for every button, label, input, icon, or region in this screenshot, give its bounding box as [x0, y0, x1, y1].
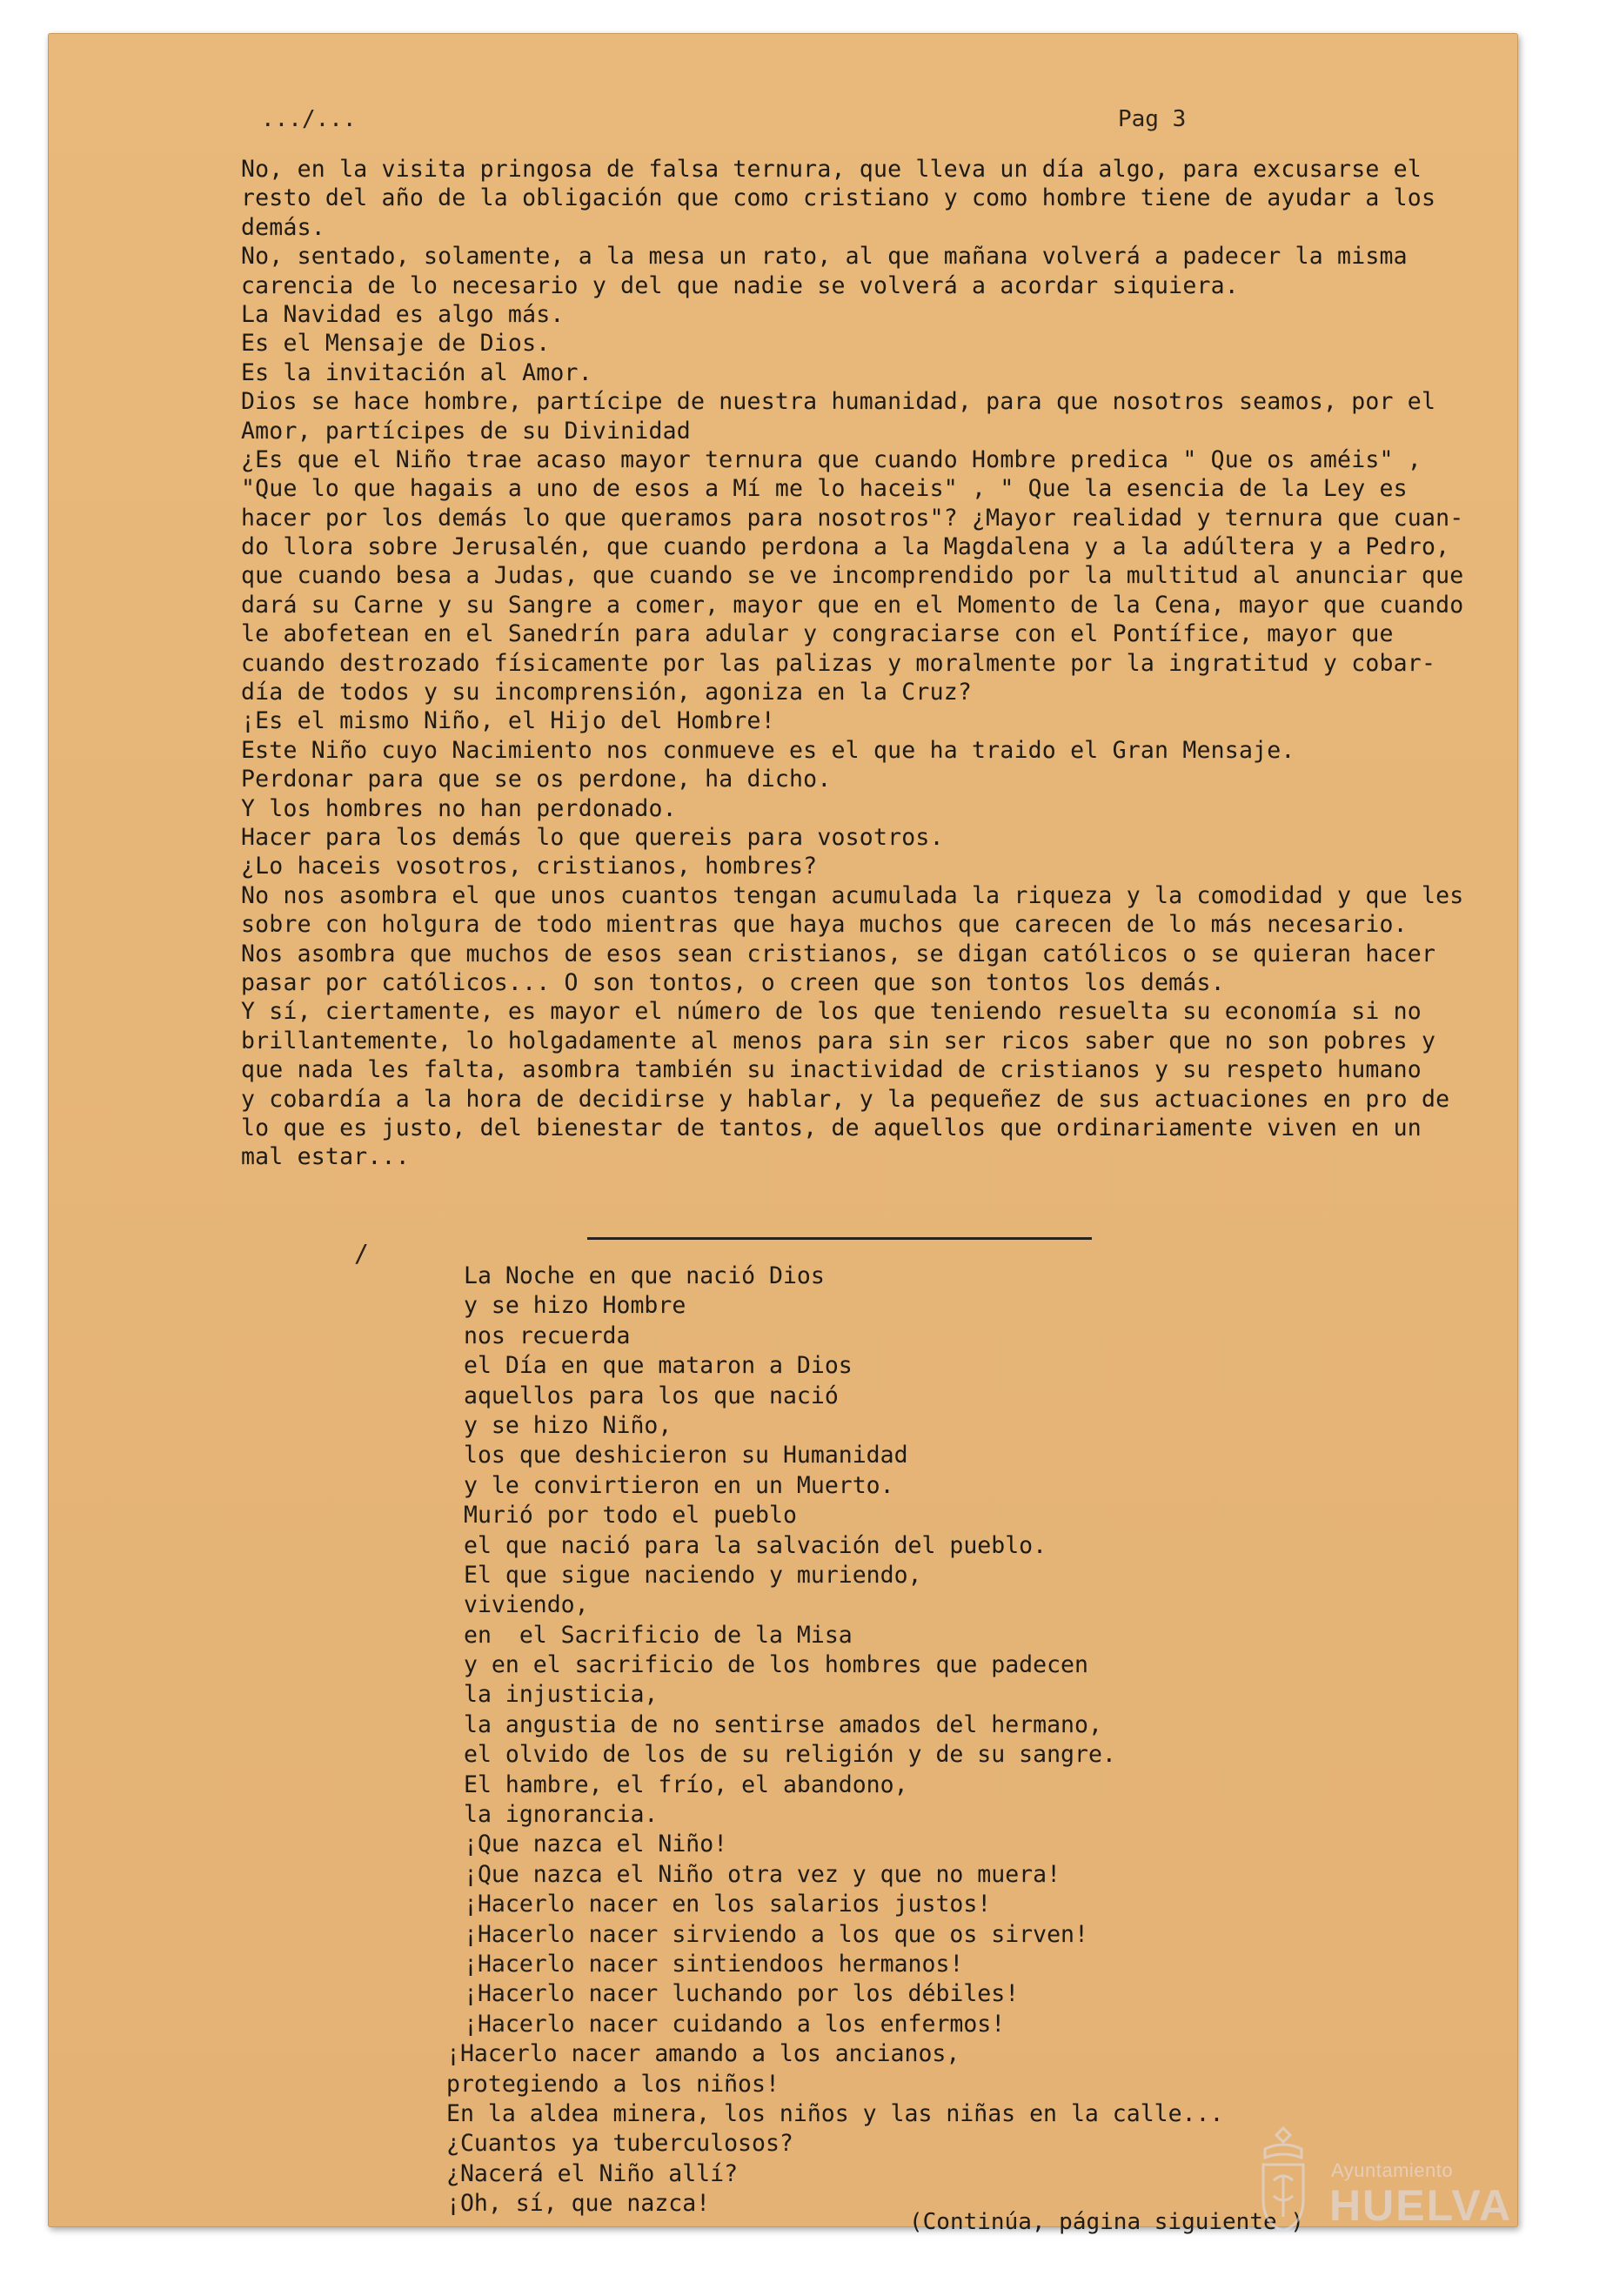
logo-city-text: HUELVA: [1329, 2181, 1513, 2230]
poem-line: y en el sacrificio de los hombres que padecen: [464, 1651, 1088, 1679]
poem-line: ¡Hacerlo nacer amando a los ancianos,: [446, 2040, 960, 2068]
prose-line: carencia de lo necesario y del que nadie se volverá a acordar siquiera.: [241, 271, 1239, 299]
prose-line: y cobardía a la hora de decidirse y hablar, y la pequeñez de sus actuaciones en pro de: [241, 1085, 1450, 1113]
continuation-mark: .../...: [261, 106, 357, 132]
section-divider: [587, 1237, 1092, 1240]
prose-line: No, sentado, solamente, a la mesa un rato, al que mañana volverá a padecer la misma: [241, 243, 1408, 271]
poem-line: ¿Nacerá el Niño allí?: [446, 2159, 739, 2187]
prose-line: sobre con holgura de todo mientras que haya muchos que carecen de lo más necesario.: [241, 911, 1408, 939]
poem-line: en el Sacrificio de la Misa: [464, 1621, 853, 1649]
prose-line: ¿Lo haceis vosotros, cristianos, hombres?: [241, 853, 818, 880]
poem-line: el Día en que mataron a Dios: [464, 1352, 853, 1380]
prose-line: Y sí, ciertamente, es mayor el número de los que teniendo resuelta su economía si no: [241, 998, 1422, 1026]
prose-line: Nos asombra que muchos de esos sean cristianos, se digan católicos o se quieran hacer: [241, 940, 1436, 967]
poem-line: la angustia de no sentirse amados del hermano,: [464, 1710, 1102, 1738]
prose-line: La Navidad es algo más.: [241, 300, 565, 328]
prose-line: cuando destrozado físicamente por las palizas y moralmente por la ingratitud y cobar-: [241, 649, 1436, 677]
poem-line: El hambre, el frío, el abandono,: [464, 1771, 908, 1798]
prose-line: Es el Mensaje de Dios.: [241, 330, 551, 358]
poem-line: ¡Hacerlo nacer sintiendoos hermanos!: [464, 1950, 964, 1978]
poem-line: ¡Que nazca el Niño!: [464, 1831, 728, 1858]
prose-line: le abofetean en el Sanedrín para adular y congraciarse con el Pontífice, mayor que: [241, 620, 1394, 648]
prose-line: lo que es justo, del bienestar de tantos, de aquellos que ordinariamente viven en un: [241, 1114, 1422, 1141]
coat-of-arms-icon: [1253, 2123, 1314, 2236]
prose-line: Perdonar para que se os perdone, ha dicho.: [241, 766, 832, 793]
stray-mark: /: [354, 1239, 369, 1268]
prose-line: que nada les falta, asombra también su inactividad de cristianos y su respeto humano: [241, 1056, 1422, 1084]
poem-line: y se hizo Niño,: [464, 1411, 673, 1439]
prose-line: ¡Es el mismo Niño, el Hijo del Hombre!: [241, 707, 775, 735]
ayuntamiento-huelva-logo: [1253, 2123, 1514, 2262]
page-header: [48, 106, 1518, 141]
poem-line: ¡Hacerlo nacer sirviendo a los que os sirven!: [464, 1920, 1088, 1948]
poem-line: y le convirtieron en un Muerto.: [464, 1471, 894, 1499]
poem-line: los que deshicieron su Humanidad: [464, 1442, 908, 1469]
prose-line: brillantemente, lo holgadamente al menos para sin ser ricos saber que no son pobres y: [241, 1027, 1436, 1054]
logo-org-text: Ayuntamiento: [1331, 2159, 1454, 2181]
poem-line: ¡Hacerlo nacer cuidando a los enfermos!: [464, 2010, 1006, 2038]
prose-line: Hacer para los demás lo que quereis para vosotros.: [241, 823, 944, 851]
prose-line: Este Niño cuyo Nacimiento nos conmueve es el que ha traido el Gran Mensaje.: [241, 736, 1295, 764]
poem-line: el olvido de los de su religión y de su sangre.: [464, 1741, 1116, 1769]
continuation-note: (Continúa, página siguiente ): [909, 2209, 1304, 2235]
poem-line: la injusticia,: [464, 1681, 659, 1709]
prose-line: hacer por los demás lo que queramos para nosotros"? ¿Mayor realidad y ternura que cuan-: [241, 504, 1464, 532]
prose-line: No nos asombra el que unos cuantos tengan acumulada la riqueza y la comodidad y que les: [241, 881, 1464, 909]
prose-line: do llora sobre Jerusalén, que cuando perdona a la Magdalena y a la adúltera y a Pedro,: [241, 533, 1450, 561]
poem-line: ¿Cuantos ya tuberculosos?: [446, 2130, 793, 2158]
prose-line: Y los hombres no han perdonado.: [241, 794, 677, 822]
poem-line: En la aldea minera, los niños y las niñas en la calle...: [446, 2099, 1224, 2127]
poem-body: [446, 1262, 1508, 2219]
poem-line: el que nació para la salvación del pueblo.: [464, 1531, 1047, 1559]
prose-line: que cuando besa a Judas, que cuando se ve incomprendido por la multitud al anunciar que: [241, 562, 1464, 590]
poem-line: ¡Hacerlo nacer en los salarios justos!: [464, 1891, 992, 1918]
poem-line: y se hizo Hombre: [464, 1292, 686, 1320]
prose-line: "Que lo que hagais a uno de esos a Mí me lo haceis" , " Que la esencia de la Ley es: [241, 475, 1408, 503]
prose-line: Es la invitación al Amor.: [241, 358, 592, 386]
poem-line: la ignorancia.: [464, 1801, 659, 1829]
prose-line: Dios se hace hombre, partícipe de nuestra humanidad, para que nosotros seamos, por el: [241, 388, 1436, 416]
typewritten-page: [48, 33, 1518, 2235]
prose-line: ¿Es que el Niño trae acaso mayor ternura que cuando Hombre predica " Que os améis" ,: [241, 445, 1422, 473]
prose-line: Amor, partícipes de su Divinidad: [241, 417, 691, 445]
poem-line: viviendo,: [464, 1591, 589, 1619]
prose-line: pasar por católicos... O son tontos, o creen que son tontos los demás.: [241, 968, 1225, 996]
poem-line: Murió por todo el pueblo: [464, 1502, 797, 1530]
poem-line: aquellos para los que nació: [464, 1382, 839, 1409]
poem-line: ¡Oh, sí, que nazca!: [446, 2190, 711, 2218]
prose-line: mal estar...: [241, 1143, 410, 1171]
poem-line: ¡Que nazca el Niño otra vez y que no muera!: [464, 1860, 1061, 1888]
poem-line: nos recuerda: [464, 1322, 631, 1349]
poem-line: protegiendo a los niños!: [446, 2070, 780, 2098]
prose-line: dará su Carne y su Sangre a comer, mayor que en el Momento de la Cena, mayor que cuando: [241, 591, 1464, 619]
prose-line: resto del año de la obligación que como cristiano y como hombre tiene de ayudar a los: [241, 184, 1436, 212]
poem-line: El que sigue naciendo y muriendo,: [464, 1561, 922, 1589]
prose-line: demás.: [241, 213, 325, 241]
poem-line: La Noche en que nació Dios: [464, 1262, 825, 1289]
prose-line: No, en la visita pringosa de falsa ternura, que lleva un día algo, para excusarse el: [241, 156, 1422, 183]
page-number: Pag 3: [1118, 106, 1187, 132]
poem-line: ¡Hacerlo nacer luchando por los débiles!: [464, 1980, 1020, 2008]
prose-body: [241, 155, 1494, 1172]
prose-line: día de todos y su incomprensión, agoniza en la Cruz?: [241, 679, 973, 706]
